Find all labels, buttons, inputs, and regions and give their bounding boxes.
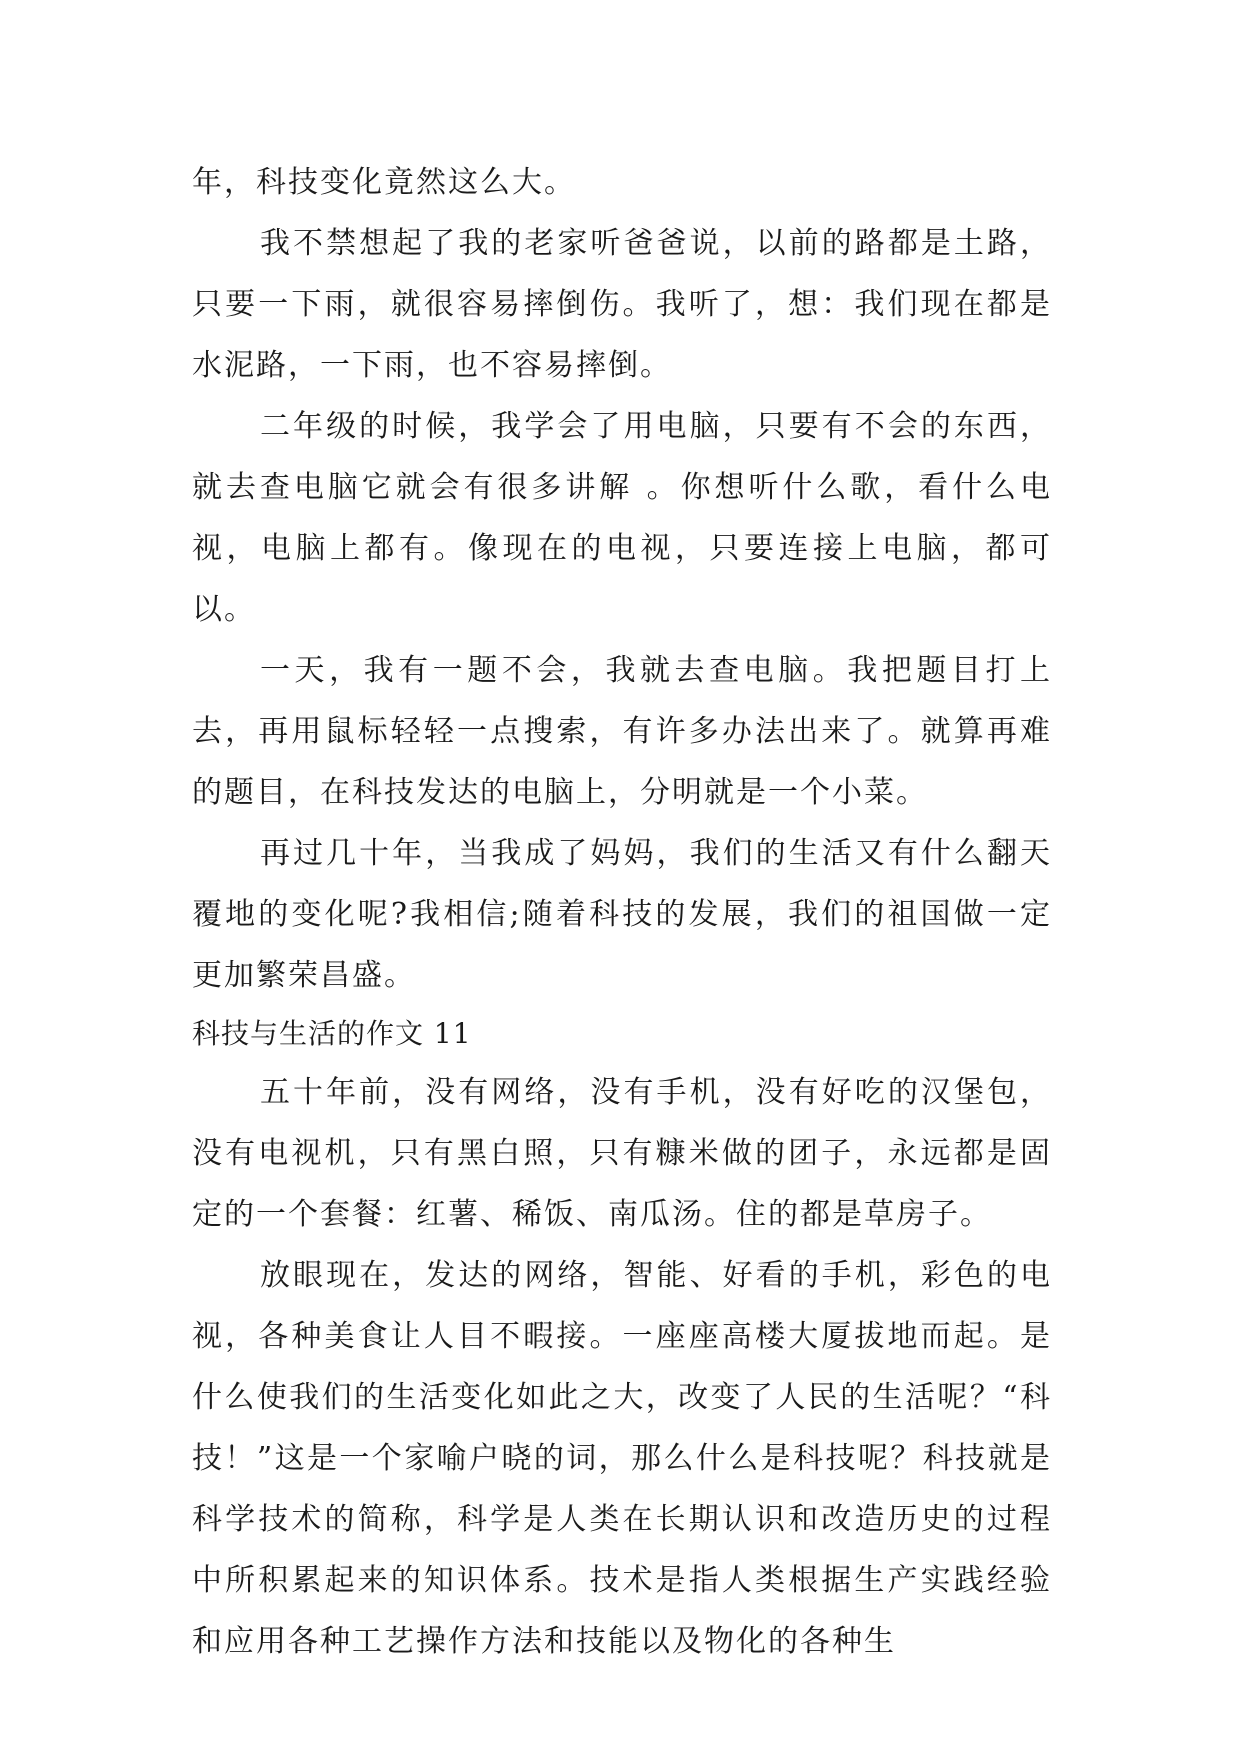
paragraph-learning-computer: 二年级的时候，我学会了用电脑，只要有不会的东西，就去查电脑它就会有很多讲解 。你想听什么歌，看什么电视，电脑上都有。像现在的电视，只要连接上电脑，都可以。 bbox=[192, 409, 1052, 627]
essay-heading: 科技与生活的作文 11 bbox=[192, 1017, 472, 1050]
paragraph-now-and-technology: 放眼现在，发达的网络，智能、好看的手机，彩色的电视，各种美食让人目不暇接。一座座高楼大厦拔地而起。是什么使我们的生活变化如此之大，改变了人民的生活呢？“科技！”这是一个家喻户晓的词，那么什么是科技呢？科技就是科学技术的简称，科学是人类在长期认识和改造历史的过程中所积累起来的知识体系。技术是指人类根据生产实践经验和应用各种工艺操作方法和技能以及物化的各种生 bbox=[192, 1258, 1052, 1659]
paragraph-continuation: 年，科技变化竟然这么大。 bbox=[192, 165, 576, 200]
document-page bbox=[192, 152, 1052, 1672]
paragraph-future: 再过几十年，当我成了妈妈，我们的生活又有什么翻天覆地的变化呢?我相信;随着科技的发展，我们的祖国做一定更加繁荣昌盛。 bbox=[192, 836, 1052, 993]
paragraph-hometown-roads: 我不禁想起了我的老家听爸爸说，以前的路都是土路，只要一下雨，就很容易摔倒伤。我听了，想：我们现在都是水泥路，一下雨，也不容易摔倒。 bbox=[192, 226, 1052, 383]
paragraph-fifty-years-ago: 五十年前，没有网络，没有手机，没有好吃的汉堡包，没有电视机，只有黑白照，只有糠米做的团子，永远都是固定的一个套餐：红薯、稀饭、南瓜汤。住的都是草房子。 bbox=[192, 1075, 1052, 1232]
paragraph-searching-homework: 一天，我有一题不会，我就去查电脑。我把题目打上去，再用鼠标轻轻一点搜索，有许多办法出来了。就算再难的题目，在科技发达的电脑上，分明就是一个小菜。 bbox=[192, 653, 1052, 810]
